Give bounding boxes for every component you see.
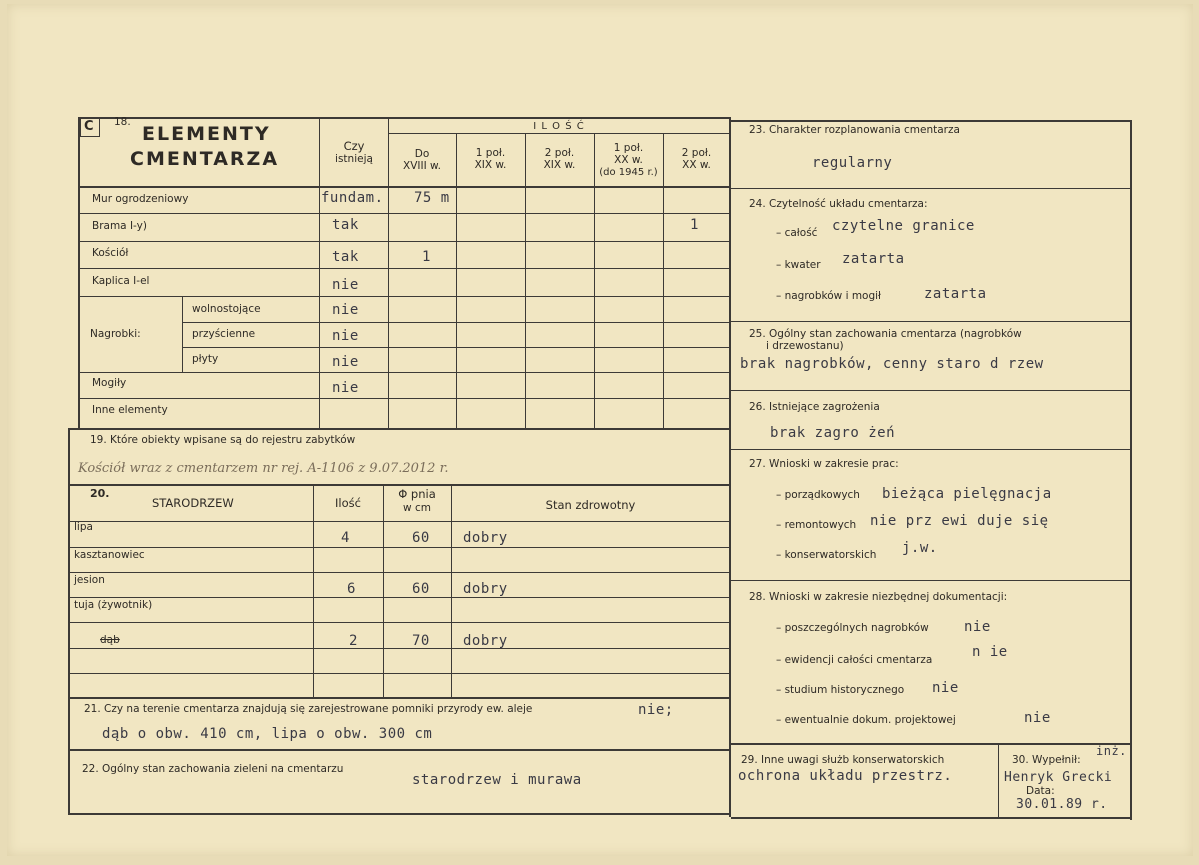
q24-item-1-label: – całość <box>776 227 818 239</box>
q28-item-1-answer: nie <box>964 619 991 635</box>
q23-label: 23. Charakter rozplanowania cmentarza <box>749 124 960 136</box>
tree-name-jesion: jesion <box>74 574 105 586</box>
tree-state-lipa: dobry <box>463 530 508 546</box>
mogily-label: Mogiły <box>92 377 127 389</box>
q30-prefix: inż. <box>1096 744 1127 758</box>
nagrobki-freestanding-exists: nie <box>332 302 359 318</box>
mogily-exists: nie <box>332 380 359 396</box>
tree-name-kasztanowiec: kasztanowiec <box>74 549 145 561</box>
tree-diam-jesion: 60 <box>412 581 430 597</box>
exists-header-1: Czy <box>343 139 365 153</box>
q20-diam-header-2: w cm <box>403 502 431 514</box>
section-letter-box <box>80 118 100 137</box>
period-1-l1: Do <box>414 148 430 160</box>
q23-answer: regularny <box>812 155 893 171</box>
q21-answer-1: nie; <box>638 702 674 718</box>
element-exists-chapel: nie <box>332 277 359 293</box>
tree-count-jesion: 6 <box>347 581 356 597</box>
period-3-l2: XIX w. <box>543 159 576 171</box>
nagrobki-wall-exists: nie <box>332 328 359 344</box>
q30-date: 30.01.89 r. <box>1016 797 1108 812</box>
tree-state-jesion: dobry <box>463 581 508 597</box>
section-number: 18. <box>114 116 131 128</box>
period-2-l1: 1 poł. <box>475 147 506 159</box>
element-exists-gate: tak <box>332 217 359 233</box>
q25-label-1: 25. Ogólny stan zachowania cmentarza (nagrobków <box>749 328 1022 340</box>
nagrobki-freestanding-label: wolnostojące <box>192 303 261 315</box>
q28-item-3-answer: nie <box>932 680 959 696</box>
q28-item-1-label: – poszczególnych nagrobków <box>776 622 929 634</box>
element-label-gate: Brama I-y) <box>92 220 147 232</box>
q26-label: 26. Istniejące zagrożenia <box>749 401 880 413</box>
tree-count-lipa: 4 <box>341 530 350 546</box>
period-4-l2: XX w. <box>614 154 643 166</box>
q24-item-2-label: – kwater <box>776 259 821 271</box>
tree-name-tuja: tuja (żywotnik) <box>74 599 153 611</box>
element-label-chapel: Kaplica I-el <box>92 275 150 287</box>
element-qty-wall: 75 m <box>414 190 450 206</box>
q27-item-3-answer: j.w. <box>902 540 938 556</box>
q29-label: 29. Inne uwagi służb konserwatorskich <box>741 754 945 766</box>
q30-label: 30. Wypełnił: <box>1012 754 1081 766</box>
title-line2: CMENTARZA <box>130 148 280 170</box>
element-label-church: Kościół <box>92 247 129 259</box>
element-exists-wall: fundam. <box>321 190 384 206</box>
section-letter: C <box>84 119 94 134</box>
tree-state-dab: dobry <box>463 633 508 649</box>
q20-number: 20. <box>90 487 110 500</box>
q27-item-3-label: – konserwatorskich <box>776 549 877 561</box>
tree-diam-lipa: 60 <box>412 530 430 546</box>
q28-item-4-label: – ewentualnie dokum. projektowej <box>776 714 956 726</box>
period-3-l1: 2 poł. <box>544 147 575 159</box>
q24-label: 24. Czytelność układu cmentarza: <box>749 198 928 210</box>
q20-count-header: Ilość <box>335 496 361 510</box>
element-qty-gate: 1 <box>690 217 699 233</box>
inne-label: Inne elementy <box>92 404 168 416</box>
nagrobki-label: Nagrobki: <box>90 328 141 340</box>
q30-date-label: Data: <box>1026 785 1055 797</box>
q29-answer: ochrona układu przestrz. <box>738 768 953 784</box>
q24-item-3-answer: zatarta <box>924 286 987 302</box>
period-5-l1: 2 poł. <box>681 147 712 159</box>
period-2-l2: XIX w. <box>474 159 507 171</box>
q21-answer-2: dąb o obw. 410 cm, lipa o obw. 300 cm <box>102 726 433 742</box>
q27-item-2-answer: nie prz ewi duje się <box>870 513 1049 529</box>
q25-label-2: i drzewostanu) <box>766 340 844 352</box>
nagrobki-slabs-exists: nie <box>332 354 359 370</box>
q21-label: 21. Czy na terenie cmentarza znajdują się zarejestrowane pomniki przyrody ew. aleje <box>84 703 533 715</box>
q22-answer: starodrzew i murawa <box>412 772 582 788</box>
tree-count-dab: 2 <box>349 633 358 649</box>
q24-item-3-label: – nagrobków i mogił <box>776 290 882 302</box>
tree-name-lipa: lipa <box>74 521 93 533</box>
q19-answer: Kościół wraz z cmentarzem nr rej. A-1106 z 9.07.2012 r. <box>78 461 449 476</box>
title-line1: ELEMENTY <box>142 123 271 145</box>
q24-item-2-answer: zatarta <box>842 251 905 267</box>
nagrobki-slabs-label: płyty <box>192 353 219 365</box>
q28-label: 28. Wnioski w zakresie niezbędnej dokumentacji: <box>749 591 1008 603</box>
q27-item-2-label: – remontowych <box>776 519 857 531</box>
period-5-l2: XX w. <box>682 159 711 171</box>
q28-item-4-answer: nie <box>1024 710 1051 726</box>
period-4-l1: 1 poł. <box>613 142 644 154</box>
tree-name-dab: dąb <box>100 634 120 646</box>
nagrobki-wall-label: przyścienne <box>192 328 256 340</box>
element-exists-church: tak <box>332 249 359 265</box>
q20-diam-header-1: Φ pnia <box>398 487 436 501</box>
q27-item-1-label: – porządkowych <box>776 489 860 501</box>
period-1-l2: XVIII w. <box>403 160 441 172</box>
exists-header-2: istnieją <box>335 153 373 165</box>
q19-label: 19. Które obiekty wpisane są do rejestru zabytków <box>90 434 356 446</box>
q22-label: 22. Ogólny stan zachowania zieleni na cmentarzu <box>82 763 344 775</box>
q28-item-2-answer: n ie <box>972 644 1008 660</box>
q30-name: Henryk Grecki <box>1004 770 1113 785</box>
q28-item-3-label: – studium historycznego <box>776 684 905 696</box>
q27-label: 27. Wnioski w zakresie prac: <box>749 458 899 470</box>
q20-title: STARODRZEW <box>152 496 234 510</box>
q24-item-1-answer: czytelne granice <box>832 218 975 234</box>
q28-item-2-label: – ewidencji całości cmentarza <box>776 654 933 666</box>
period-4-l3: (do 1945 r.) <box>599 167 658 178</box>
ilosc-header: I L O Ś Ć <box>533 121 585 132</box>
q26-answer: brak zagro żeń <box>770 425 896 441</box>
q20-state-header: Stan zdrowotny <box>545 498 636 512</box>
element-qty-church: 1 <box>422 249 431 265</box>
element-label-wall: Mur ogrodzeniowy <box>92 193 189 205</box>
tree-diam-dab: 70 <box>412 633 430 649</box>
q27-item-1-answer: bieżąca pielęgnacja <box>882 486 1052 502</box>
q25-answer: brak nagrobków, cenny staro d rzew <box>740 356 1044 372</box>
